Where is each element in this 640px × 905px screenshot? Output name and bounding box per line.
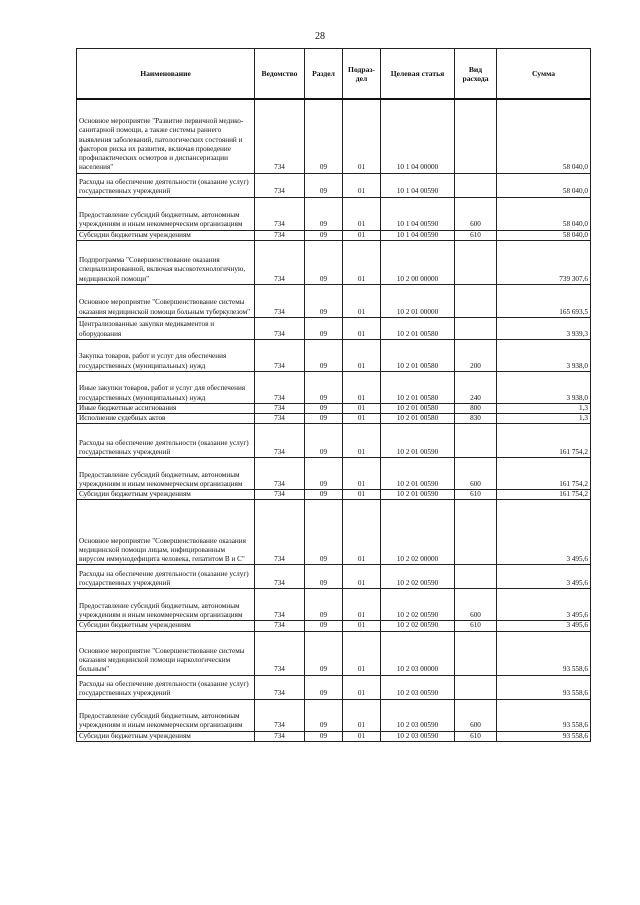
cell-exp-type: 610	[455, 621, 497, 631]
cell-section: 09	[305, 621, 343, 631]
cell-name: Предоставление субсидий бюджетным, автономным учреждениям и иным некоммерческим организациям	[77, 699, 255, 731]
cell-exp-type	[455, 565, 497, 589]
cell-amount: 3 495,6	[497, 589, 591, 621]
cell-exp-type: 610	[455, 490, 497, 500]
cell-exp-type	[455, 317, 497, 339]
table-row	[77, 565, 591, 589]
cell-dept: 734	[255, 565, 305, 589]
cell-section: 09	[305, 284, 343, 317]
cell-amount: 3 938,0	[497, 371, 591, 403]
cell-target: 10 2 01 00590	[381, 424, 455, 458]
cell-section: 09	[305, 173, 343, 197]
cell-section: 09	[305, 413, 343, 423]
cell-target: 10 2 01 00580	[381, 403, 455, 413]
column-header-exp-type: Вид расхода	[455, 49, 497, 100]
table-body	[77, 99, 591, 741]
cell-name: Иные закупки товаров, работ и услуг для обеспечения государственных (муниципальных) нужд	[77, 371, 255, 403]
cell-exp-type: 830	[455, 413, 497, 423]
cell-amount: 1,3	[497, 403, 591, 413]
cell-section: 09	[305, 565, 343, 589]
cell-subsection: 01	[343, 731, 381, 741]
cell-subsection: 01	[343, 99, 381, 173]
cell-section: 09	[305, 317, 343, 339]
cell-name: Субсидии бюджетным учреждениям	[77, 621, 255, 631]
cell-amount: 58 040,0	[497, 99, 591, 173]
cell-amount: 161 754,2	[497, 424, 591, 458]
cell-name: Централизованные закупки медикаментов и оборудования	[77, 317, 255, 339]
table-row	[77, 197, 591, 230]
cell-section: 09	[305, 500, 343, 565]
cell-amount: 93 558,6	[497, 675, 591, 699]
cell-section: 09	[305, 458, 343, 490]
cell-section: 09	[305, 490, 343, 500]
cell-name: Подпрограмма "Совершенствование оказания специализированной, включая высокотехнологичную, медицинской помощи"	[77, 240, 255, 284]
table-row	[77, 424, 591, 458]
table-row	[77, 500, 591, 565]
cell-target: 10 1 04 00590	[381, 197, 455, 230]
cell-exp-type: 610	[455, 731, 497, 741]
cell-exp-type	[455, 500, 497, 565]
cell-subsection: 01	[343, 500, 381, 565]
cell-subsection: 01	[343, 173, 381, 197]
cell-exp-type	[455, 173, 497, 197]
table-row	[77, 631, 591, 675]
cell-name: Предоставление субсидий бюджетным, автономным учреждениям и иным некоммерческим организациям	[77, 197, 255, 230]
cell-section: 09	[305, 699, 343, 731]
cell-subsection: 01	[343, 699, 381, 731]
table-row	[77, 731, 591, 741]
cell-target: 10 1 04 00590	[381, 173, 455, 197]
cell-dept: 734	[255, 99, 305, 173]
cell-exp-type: 600	[455, 699, 497, 731]
cell-amount: 3 938,0	[497, 339, 591, 371]
table-row	[77, 230, 591, 240]
table-row	[77, 371, 591, 403]
cell-amount: 3 939,3	[497, 317, 591, 339]
cell-target: 10 2 01 00580	[381, 317, 455, 339]
cell-amount: 93 558,6	[497, 699, 591, 731]
cell-subsection: 01	[343, 675, 381, 699]
column-header-dept: Ведомство	[255, 49, 305, 100]
cell-section: 09	[305, 240, 343, 284]
column-header-amount: Сумма	[497, 49, 591, 100]
column-header-name: Наименование	[77, 49, 255, 100]
cell-amount: 739 307,6	[497, 240, 591, 284]
table-row	[77, 317, 591, 339]
column-header-target: Целевая статья	[381, 49, 455, 100]
column-header-section: Раздел	[305, 49, 343, 100]
cell-dept: 734	[255, 197, 305, 230]
cell-amount: 1,3	[497, 413, 591, 423]
cell-amount: 93 558,6	[497, 731, 591, 741]
cell-target: 10 2 01 00580	[381, 371, 455, 403]
cell-subsection: 01	[343, 565, 381, 589]
cell-amount: 58 040,0	[497, 197, 591, 230]
cell-target: 10 2 00 00000	[381, 240, 455, 284]
table-row	[77, 699, 591, 731]
cell-subsection: 01	[343, 403, 381, 413]
cell-section: 09	[305, 99, 343, 173]
cell-exp-type: 200	[455, 339, 497, 371]
cell-name: Предоставление субсидий бюджетным, автономным учреждениям и иным некоммерческим организациям	[77, 458, 255, 490]
cell-dept: 734	[255, 284, 305, 317]
cell-dept: 734	[255, 317, 305, 339]
cell-amount: 161 754,2	[497, 490, 591, 500]
cell-amount: 58 040,0	[497, 230, 591, 240]
cell-dept: 734	[255, 240, 305, 284]
cell-name: Субсидии бюджетным учреждениям	[77, 230, 255, 240]
cell-target: 10 2 01 00580	[381, 413, 455, 423]
cell-target: 10 2 01 00000	[381, 284, 455, 317]
cell-dept: 734	[255, 230, 305, 240]
cell-dept: 734	[255, 458, 305, 490]
cell-dept: 734	[255, 675, 305, 699]
cell-subsection: 01	[343, 371, 381, 403]
cell-exp-type	[455, 631, 497, 675]
cell-section: 09	[305, 589, 343, 621]
cell-subsection: 01	[343, 230, 381, 240]
cell-name: Субсидии бюджетным учреждениям	[77, 731, 255, 741]
cell-dept: 734	[255, 424, 305, 458]
cell-exp-type: 600	[455, 589, 497, 621]
cell-name: Расходы на обеспечение деятельности (оказание услуг) государственных учреждений	[77, 173, 255, 197]
cell-dept: 734	[255, 413, 305, 423]
cell-name: Расходы на обеспечение деятельности (оказание услуг) государственных учреждений	[77, 565, 255, 589]
cell-exp-type	[455, 240, 497, 284]
cell-subsection: 01	[343, 424, 381, 458]
cell-exp-type: 600	[455, 197, 497, 230]
cell-section: 09	[305, 403, 343, 413]
cell-amount: 3 495,6	[497, 500, 591, 565]
cell-target: 10 1 04 00590	[381, 230, 455, 240]
cell-dept: 734	[255, 731, 305, 741]
page-number: 28	[315, 31, 325, 42]
cell-exp-type	[455, 675, 497, 699]
cell-subsection: 01	[343, 413, 381, 423]
table-row	[77, 413, 591, 423]
cell-exp-type: 800	[455, 403, 497, 413]
table-row	[77, 458, 591, 490]
cell-section: 09	[305, 230, 343, 240]
cell-subsection: 01	[343, 458, 381, 490]
cell-amount: 3 495,6	[497, 621, 591, 631]
cell-dept: 734	[255, 699, 305, 731]
cell-exp-type	[455, 99, 497, 173]
table-row	[77, 403, 591, 413]
table-row	[77, 240, 591, 284]
cell-name: Основное мероприятие "Развитие первичной медико-санитарной помощи, а также системы раннего выявления заболеваний, патологических состояний и факторов риска их развития, включая проведение профилактических осмотров и диспансеризации населения"	[77, 99, 255, 173]
cell-subsection: 01	[343, 240, 381, 284]
cell-target: 10 2 02 00590	[381, 589, 455, 621]
cell-dept: 734	[255, 173, 305, 197]
cell-name: Основное мероприятие "Совершенствование системы оказания медицинской помощи наркологическим больным"	[77, 631, 255, 675]
cell-subsection: 01	[343, 490, 381, 500]
cell-name: Закупка товаров, работ и услуг для обеспечения государственных (муниципальных) нужд	[77, 339, 255, 371]
table-row	[77, 284, 591, 317]
cell-exp-type: 610	[455, 230, 497, 240]
cell-target: 10 2 01 00590	[381, 490, 455, 500]
cell-subsection: 01	[343, 339, 381, 371]
budget-table	[76, 48, 591, 742]
cell-target: 10 2 01 00590	[381, 458, 455, 490]
cell-amount: 3 495,6	[497, 565, 591, 589]
cell-name: Расходы на обеспечение деятельности (оказание услуг) государственных учреждений	[77, 675, 255, 699]
cell-exp-type: 600	[455, 458, 497, 490]
cell-name: Основное мероприятие "Совершенствование оказания медицинской помощи лицам, инфицированным вирусом иммунодефицита человека, гепатитом В и С"	[77, 500, 255, 565]
cell-dept: 734	[255, 589, 305, 621]
table-row	[77, 589, 591, 621]
cell-section: 09	[305, 424, 343, 458]
cell-dept: 734	[255, 500, 305, 565]
cell-amount: 58 040,0	[497, 173, 591, 197]
cell-section: 09	[305, 339, 343, 371]
table-row	[77, 99, 591, 173]
cell-subsection: 01	[343, 589, 381, 621]
cell-dept: 734	[255, 621, 305, 631]
cell-subsection: 01	[343, 621, 381, 631]
cell-dept: 734	[255, 490, 305, 500]
cell-target: 10 2 02 00590	[381, 621, 455, 631]
cell-exp-type: 240	[455, 371, 497, 403]
cell-target: 10 2 03 00590	[381, 675, 455, 699]
cell-target: 10 2 03 00000	[381, 631, 455, 675]
cell-name: Предоставление субсидий бюджетным, автономным учреждениям и иным некоммерческим организациям	[77, 589, 255, 621]
table-header-row	[77, 49, 591, 100]
cell-amount: 165 693,5	[497, 284, 591, 317]
table-row	[77, 173, 591, 197]
cell-target: 10 2 02 00590	[381, 565, 455, 589]
cell-section: 09	[305, 631, 343, 675]
table-row	[77, 621, 591, 631]
cell-target: 10 2 01 00580	[381, 339, 455, 371]
table-row	[77, 490, 591, 500]
cell-target: 10 1 04 00000	[381, 99, 455, 173]
cell-subsection: 01	[343, 197, 381, 230]
table-row	[77, 339, 591, 371]
cell-section: 09	[305, 675, 343, 699]
cell-exp-type	[455, 284, 497, 317]
cell-subsection: 01	[343, 284, 381, 317]
cell-dept: 734	[255, 339, 305, 371]
cell-target: 10 2 02 00000	[381, 500, 455, 565]
cell-dept: 734	[255, 631, 305, 675]
cell-amount: 93 558,6	[497, 631, 591, 675]
table-row	[77, 675, 591, 699]
column-header-subsection: Подраз- дел	[343, 49, 381, 100]
cell-target: 10 2 03 00590	[381, 699, 455, 731]
cell-name: Расходы на обеспечение деятельности (оказание услуг) государственных учреждений	[77, 424, 255, 458]
cell-dept: 734	[255, 403, 305, 413]
cell-exp-type	[455, 424, 497, 458]
cell-name: Иные бюджетные ассигнования	[77, 403, 255, 413]
cell-name: Субсидии бюджетным учреждениям	[77, 490, 255, 500]
cell-section: 09	[305, 731, 343, 741]
cell-subsection: 01	[343, 631, 381, 675]
cell-section: 09	[305, 197, 343, 230]
cell-subsection: 01	[343, 317, 381, 339]
cell-amount: 161 754,2	[497, 458, 591, 490]
cell-target: 10 2 03 00590	[381, 731, 455, 741]
cell-section: 09	[305, 371, 343, 403]
cell-name: Основное мероприятие "Совершенствование системы оказания медицинской помощи больным туберкулезом"	[77, 284, 255, 317]
cell-dept: 734	[255, 371, 305, 403]
cell-name: Исполнение судебных актов	[77, 413, 255, 423]
